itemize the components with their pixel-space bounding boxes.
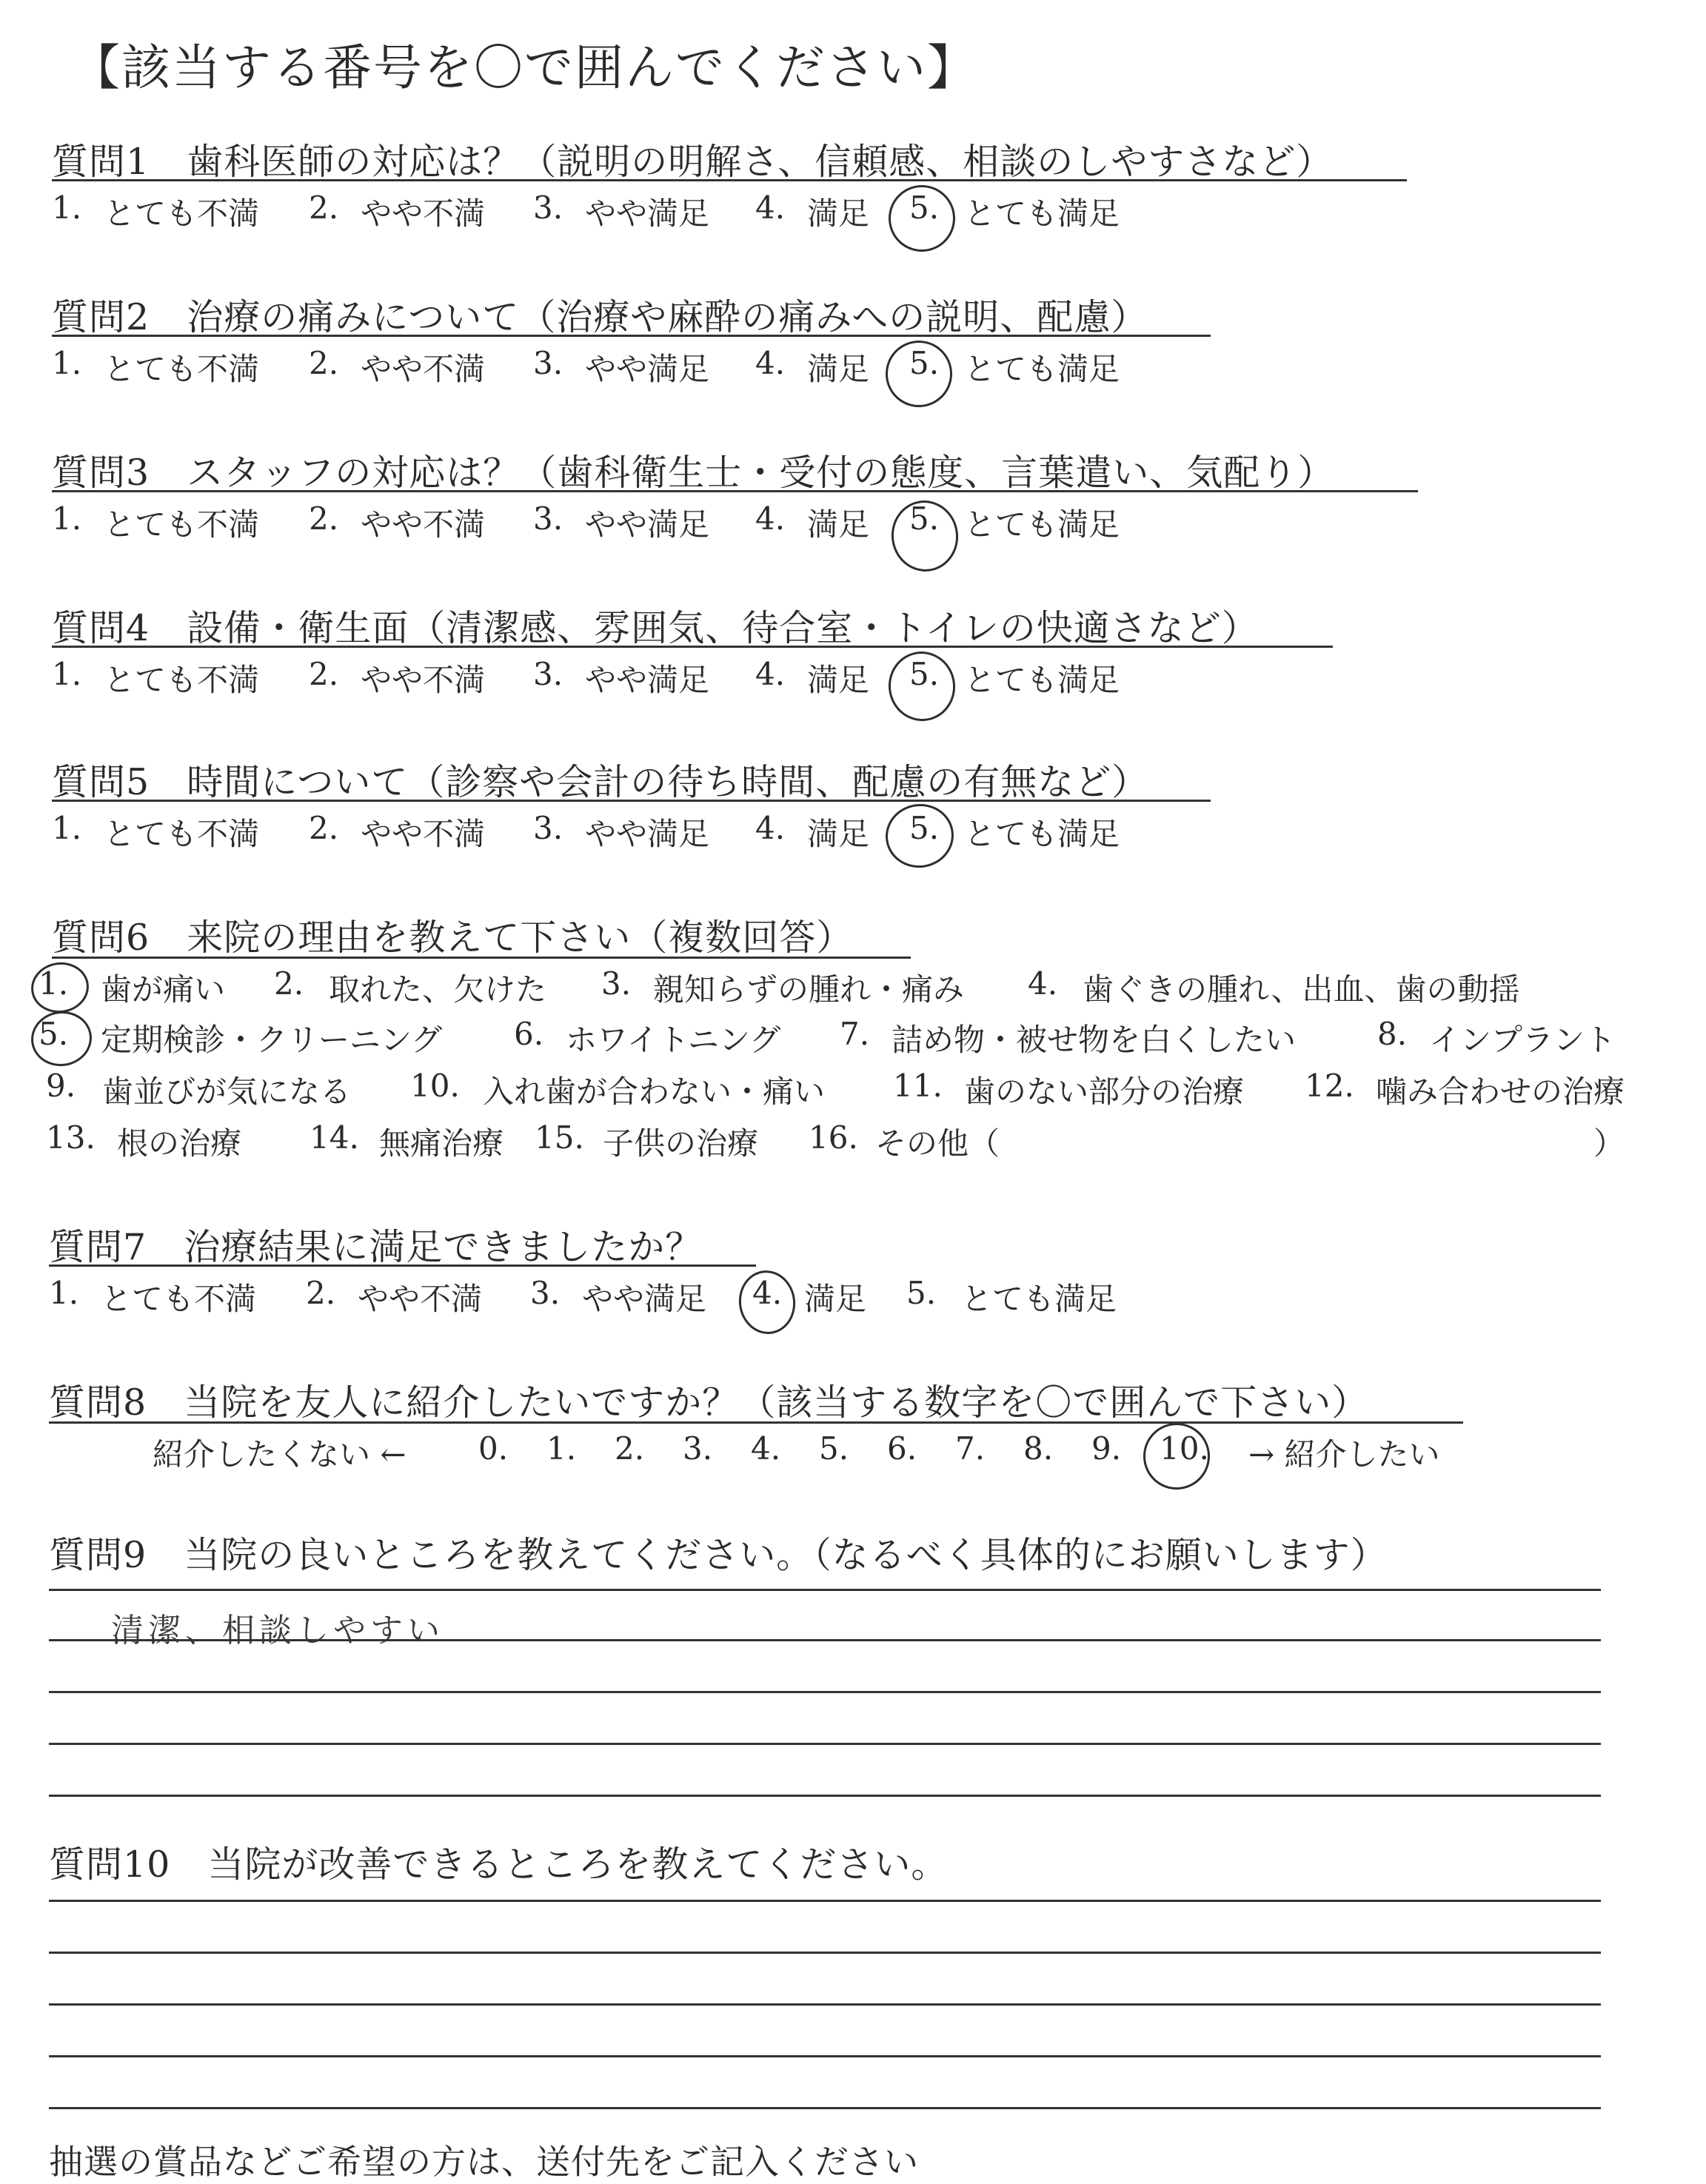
q6-option-1-num[interactable]: 1.: [39, 965, 69, 1002]
q6-option-12-label: 噛み合わせの治療: [1376, 1073, 1625, 1110]
q2-option-2-num[interactable]: 2.: [309, 345, 339, 381]
q3-option-2-label: やや不満: [361, 506, 486, 543]
q6-option-5-num[interactable]: 5.: [39, 1016, 69, 1052]
q6-option-4-label: 歯ぐきの腫れ、出血、歯の動揺: [1083, 971, 1520, 1008]
question-7-options: [49, 1275, 1160, 1316]
page-title: 【該当する番号を〇で囲んでください】: [71, 39, 977, 96]
q3-option-3-num[interactable]: 3.: [533, 500, 563, 537]
question-1-options: [52, 190, 1163, 231]
q5-option-5-num[interactable]: 5.: [909, 810, 940, 846]
question-8-text: 当院を友人に紹介したいですか？（該当する数字を〇で囲んで下さい）: [184, 1381, 1369, 1424]
question-5-label: 質問5: [52, 761, 150, 803]
q9-answer-line-4: [49, 1743, 1601, 1745]
q5-option-4-label: 満足: [807, 816, 870, 852]
q7-option-2-num[interactable]: 2.: [306, 1275, 336, 1311]
q6-option-3-num[interactable]: 3.: [601, 965, 632, 1002]
question-8-label: 質問8: [49, 1381, 147, 1424]
q6-option-3-label: 親知らずの腫れ・痛み: [653, 971, 965, 1008]
question-4-heading: [52, 600, 1259, 651]
q4-option-4-label: 満足: [807, 662, 870, 698]
q7-option-3-label: やや満足: [582, 1281, 707, 1317]
q9-answer-line-5: [49, 1795, 1601, 1797]
q1-option-2-label: やや不満: [361, 195, 486, 232]
question-9-text: 当院の良いところを教えてください。（なるべく具体的にお願いします）: [184, 1534, 1388, 1576]
q1-option-4-label: 満足: [807, 195, 870, 232]
q8-option-4[interactable]: 4.: [751, 1430, 781, 1467]
question-7-text: 治療結果に満足できましたか？: [184, 1226, 703, 1268]
q6-option-14-num[interactable]: 14.: [310, 1119, 359, 1156]
question-6-heading: [52, 909, 853, 961]
q6-option-10-num[interactable]: 10.: [410, 1068, 460, 1104]
q3-option-1-label: とても不満: [104, 506, 260, 543]
q6-option-12-num[interactable]: 12.: [1305, 1068, 1354, 1104]
q9-handwritten-answer[interactable]: 清潔、相談しやすい: [111, 1612, 444, 1649]
question-10-label: 質問10: [49, 1843, 171, 1886]
question-9-heading: [49, 1527, 1388, 1578]
q6-options-row-1: [39, 965, 1667, 1007]
q8-option-8[interactable]: 8.: [1023, 1430, 1054, 1467]
q5-option-1-label: とても不満: [104, 816, 260, 852]
q3-option-1-num[interactable]: 1.: [52, 500, 82, 537]
question-2-options: [52, 345, 1163, 386]
question-10-text: 当院が改善できるところを教えてください。: [207, 1843, 949, 1886]
q8-option-2[interactable]: 2.: [615, 1430, 645, 1467]
question-3-heading: [52, 444, 1334, 496]
q5-option-3-label: やや満足: [585, 816, 710, 852]
q4-option-4-num[interactable]: 4.: [755, 656, 786, 692]
question-3-text: スタッフの対応は？（歯科衛生士・受付の態度、言葉遣い、気配り）: [187, 452, 1335, 494]
q3-option-5-num[interactable]: 5.: [909, 500, 940, 537]
q4-option-5-label: とても満足: [964, 662, 1120, 698]
q5-option-5-label: とても満足: [964, 816, 1120, 852]
question-3-label: 質問3: [52, 452, 150, 494]
q10-answer-line-2: [49, 1952, 1601, 1954]
q1-option-4-num[interactable]: 4.: [755, 190, 786, 226]
q6-option-11-label: 歯のない部分の治療: [964, 1073, 1245, 1110]
question-7-heading: [49, 1219, 702, 1270]
q2-option-1-label: とても不満: [104, 351, 260, 387]
q6-option-13-num[interactable]: 13.: [46, 1119, 96, 1156]
q6-option-8-label: インプラント: [1429, 1022, 1616, 1058]
q1-option-5-num[interactable]: 5.: [909, 190, 940, 226]
q6-option-16-label: その他（: [875, 1125, 1000, 1162]
question-9-label: 質問9: [49, 1534, 147, 1576]
question-3-options: [52, 500, 1163, 542]
question-1-label: 質問1: [52, 141, 150, 183]
q7-option-5-num[interactable]: 5.: [906, 1275, 937, 1311]
q6-option-7-label: 詰め物・被せ物を白くしたい: [892, 1022, 1297, 1058]
q8-option-10[interactable]: 10.: [1160, 1430, 1209, 1467]
q6-option-16-close-paren: ）: [1593, 1125, 1625, 1162]
q6-option-2-num[interactable]: 2.: [274, 965, 304, 1002]
q6-option-16-num[interactable]: 16.: [809, 1119, 858, 1156]
q9-answer-line-2: [49, 1639, 1601, 1641]
question-4-underline: [52, 646, 1333, 648]
q2-option-3-label: やや満足: [585, 351, 710, 387]
q3-option-4-label: 満足: [807, 506, 870, 543]
question-1-text: 歯科医師の対応は？（説明の明解さ、信頼感、相談のしやすさなど）: [187, 141, 1334, 183]
q4-option-1-num[interactable]: 1.: [52, 656, 82, 692]
q6-option-6-label: ホワイトニング: [566, 1022, 781, 1058]
q6-options-row-4: [46, 1119, 1675, 1161]
question-1-underline: [52, 179, 1407, 181]
q10-answer-line-1: [49, 1900, 1601, 1902]
q2-option-4-label: 満足: [807, 351, 870, 387]
q8-option-0[interactable]: 0.: [478, 1430, 509, 1467]
q2-option-3-num[interactable]: 3.: [533, 345, 563, 381]
q8-option-1[interactable]: 1.: [546, 1430, 577, 1467]
q6-option-13-label: 根の治療: [117, 1125, 242, 1162]
q7-option-3-num[interactable]: 3.: [530, 1275, 561, 1311]
q1-option-2-num[interactable]: 2.: [309, 190, 339, 226]
q6-option-14-label: 無痛治療: [379, 1125, 504, 1162]
q6-option-9-num[interactable]: 9.: [46, 1068, 76, 1104]
q4-option-3-num[interactable]: 3.: [533, 656, 563, 692]
question-2-label: 質問2: [52, 296, 150, 338]
q6-option-5-label: 定期検診・クリーニング: [101, 1022, 443, 1058]
q7-option-5-label: とても満足: [961, 1281, 1117, 1317]
q7-option-2-label: やや不満: [358, 1281, 483, 1317]
q10-answer-line-5: [49, 2107, 1601, 2109]
q4-option-1-label: とても不満: [104, 662, 260, 698]
q5-option-2-num[interactable]: 2.: [309, 810, 339, 846]
q6-option-7-num[interactable]: 7.: [840, 1016, 870, 1052]
q7-option-4-label: 満足: [804, 1281, 867, 1317]
q6-option-6-num[interactable]: 6.: [514, 1016, 544, 1052]
q8-option-9[interactable]: 9.: [1091, 1430, 1122, 1467]
question-5-options: [52, 810, 1163, 851]
q4-option-3-label: やや満足: [585, 662, 710, 698]
q1-option-3-num[interactable]: 3.: [533, 190, 563, 226]
q7-option-1-label: とても不満: [101, 1281, 257, 1317]
q9-answer-line-3: [49, 1691, 1601, 1693]
q1-option-5-label: とても満足: [964, 195, 1120, 232]
question-6-label: 質問6: [52, 917, 150, 959]
question-2-heading: [52, 289, 1148, 341]
q8-option-3[interactable]: 3.: [683, 1430, 713, 1467]
q10-answer-line-3: [49, 2003, 1601, 2006]
q6-option-2-label: 取れた、欠けた: [329, 971, 547, 1008]
q6-option-1-label: 歯が痛い: [101, 971, 226, 1008]
question-3-underline: [52, 490, 1418, 492]
q5-option-4-num[interactable]: 4.: [755, 810, 786, 846]
footer-note: 抽選の賞品などご希望の方は、送付先をご記入ください: [49, 2142, 919, 2182]
question-2-underline: [52, 335, 1211, 337]
q1-option-1-label: とても不満: [104, 195, 260, 232]
q8-scale-left-label: 紹介したくない ←: [153, 1436, 407, 1473]
question-7-underline: [49, 1264, 756, 1267]
q6-options-row-3: [46, 1068, 1675, 1109]
q6-option-11-num[interactable]: 11.: [893, 1068, 943, 1104]
question-4-text: 設備・衛生面（清潔感、雰囲気、待合室・トイレの快適さなど）: [187, 607, 1259, 649]
question-5-underline: [52, 800, 1211, 802]
q3-option-3-label: やや満足: [585, 506, 710, 543]
q7-option-1-num[interactable]: 1.: [49, 1275, 79, 1311]
q2-option-5-num[interactable]: 5.: [909, 345, 940, 381]
question-4-label: 質問4: [52, 607, 150, 649]
q2-option-2-label: やや不満: [361, 351, 486, 387]
q4-option-2-label: やや不満: [361, 662, 486, 698]
q4-option-2-num[interactable]: 2.: [309, 656, 339, 692]
q5-option-2-label: やや不満: [361, 816, 486, 852]
q6-option-8-num[interactable]: 8.: [1377, 1016, 1408, 1052]
q2-option-4-num[interactable]: 4.: [755, 345, 786, 381]
q3-option-4-num[interactable]: 4.: [755, 500, 786, 537]
q8-scale-row: [153, 1430, 1559, 1472]
q1-option-3-label: やや満足: [585, 195, 710, 232]
question-7-label: 質問7: [49, 1226, 147, 1268]
q1-option-1-num[interactable]: 1.: [52, 190, 82, 226]
q8-scale-right-label: → 紹介したい: [1248, 1436, 1440, 1473]
q6-options-row-2: [39, 1016, 1667, 1057]
q7-option-4-num[interactable]: 4.: [752, 1275, 783, 1311]
question-10-heading: [49, 1836, 948, 1888]
q5-option-1-num[interactable]: 1.: [52, 810, 82, 846]
question-6-underline: [52, 957, 911, 959]
q6-option-10-label: 入れ歯が合わない・痛い: [483, 1073, 826, 1110]
question-5-heading: [52, 754, 1148, 805]
q5-option-3-num[interactable]: 3.: [533, 810, 563, 846]
q6-option-15-num[interactable]: 15.: [535, 1119, 584, 1156]
q4-option-5-num[interactable]: 5.: [909, 656, 940, 692]
q6-option-15-label: 子供の治療: [603, 1125, 759, 1162]
question-2-text: 治療の痛みについて（治療や麻酔の痛みへの説明、配慮）: [187, 296, 1148, 338]
q9-answer-line-1: [49, 1589, 1601, 1591]
question-8-underline: [49, 1421, 1463, 1424]
question-5-text: 時間について（診察や会計の待ち時間、配慮の有無など）: [187, 761, 1149, 803]
question-1-heading: [52, 133, 1333, 185]
q6-option-4-num[interactable]: 4.: [1028, 965, 1058, 1002]
q3-option-2-num[interactable]: 2.: [309, 500, 339, 537]
q8-option-7[interactable]: 7.: [955, 1430, 986, 1467]
q2-option-1-num[interactable]: 1.: [52, 345, 82, 381]
q10-answer-line-4: [49, 2055, 1601, 2057]
q2-option-5-label: とても満足: [964, 351, 1120, 387]
q3-option-5-label: とても満足: [964, 506, 1120, 543]
question-8-heading: [49, 1374, 1368, 1426]
q8-option-5[interactable]: 5.: [819, 1430, 849, 1467]
q6-option-9-label: 歯並びが気になる: [102, 1073, 352, 1110]
q8-option-6[interactable]: 6.: [887, 1430, 917, 1467]
question-4-options: [52, 656, 1163, 697]
question-6-text: 来院の理由を教えて下さい（複数回答）: [187, 917, 854, 959]
